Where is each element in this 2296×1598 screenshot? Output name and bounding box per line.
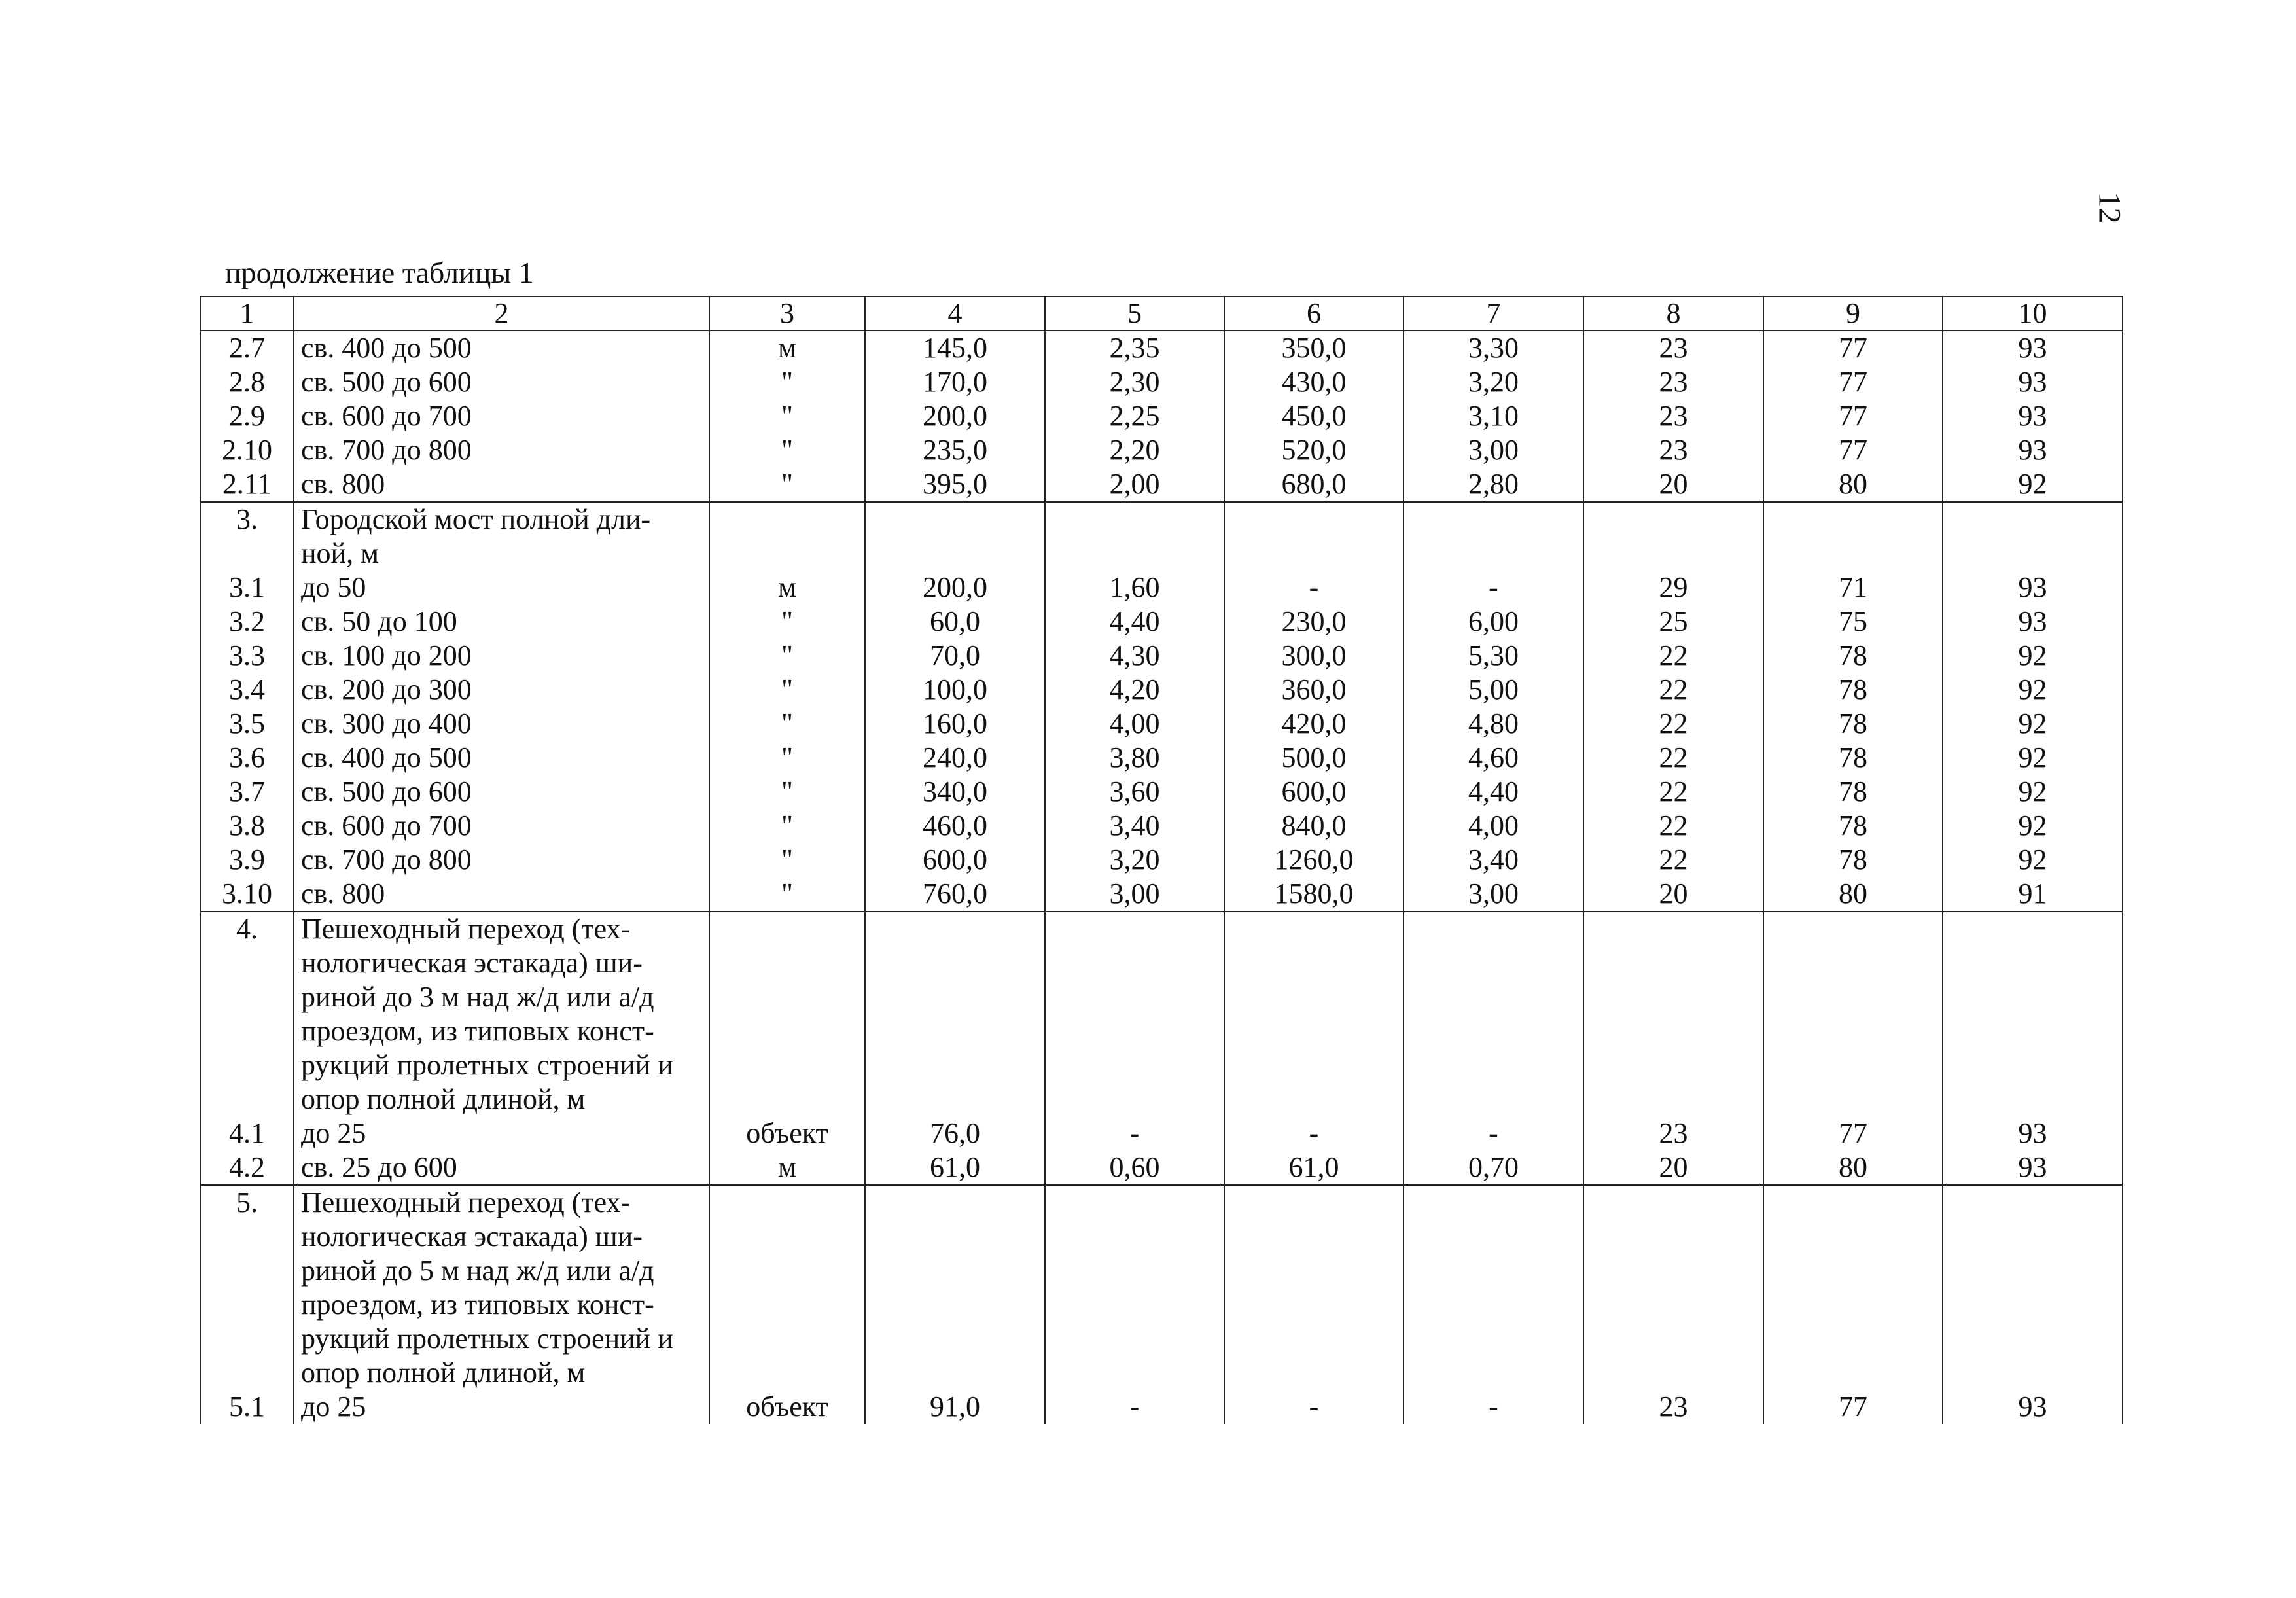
col-4-value: 200,0 [865, 399, 1045, 433]
row-name: до 50 [294, 571, 709, 605]
col-7-value: 0,70 [1404, 1150, 1583, 1185]
row-number: 2.11 [200, 467, 294, 502]
empty-cell [1763, 1185, 1943, 1390]
group-title: Городской мост полной дли-ной, м [301, 503, 651, 569]
data-table [200, 296, 2123, 1424]
row-name: св. 600 до 700 [294, 399, 709, 433]
column-header: 3 [709, 296, 865, 330]
col-5-value: 1,60 [1045, 571, 1224, 605]
col-9-value: 78 [1763, 741, 1943, 775]
col-9-value: 80 [1763, 1150, 1943, 1185]
column-header: 1 [200, 296, 294, 330]
col-9-value: 78 [1763, 639, 1943, 673]
empty-cell [709, 1185, 865, 1390]
empty-cell [1404, 912, 1583, 1116]
col-9-value: 77 [1763, 399, 1943, 433]
col-8-value: 20 [1583, 877, 1763, 912]
row-number: 2.7 [200, 330, 294, 365]
table-row [200, 877, 2123, 912]
col-10-value: 92 [1943, 741, 2123, 775]
table-row [200, 433, 2123, 467]
empty-cell [865, 1185, 1045, 1390]
col-6-value: 420,0 [1224, 707, 1404, 741]
row-unit: объект [709, 1116, 865, 1150]
table-row [200, 330, 2123, 365]
table-row [200, 399, 2123, 433]
col-8-value: 23 [1583, 1390, 1763, 1424]
table-row [200, 843, 2123, 877]
col-4-value: 170,0 [865, 365, 1045, 399]
column-header: 6 [1224, 296, 1404, 330]
col-9-value: 78 [1763, 775, 1943, 809]
table-row [200, 775, 2123, 809]
col-8-value: 23 [1583, 433, 1763, 467]
table-row [200, 571, 2123, 605]
row-unit: объект [709, 1390, 865, 1424]
col-4-value: 760,0 [865, 877, 1045, 912]
row-name: св. 800 [294, 467, 709, 502]
col-7-value: 3,20 [1404, 365, 1583, 399]
col-6-value: 61,0 [1224, 1150, 1404, 1185]
col-8-value: 23 [1583, 1116, 1763, 1150]
group-title-cell [294, 912, 709, 1116]
col-6-value: 1260,0 [1224, 843, 1404, 877]
col-8-value: 22 [1583, 843, 1763, 877]
table-row [200, 365, 2123, 399]
col-4-value: 160,0 [865, 707, 1045, 741]
col-6-value: 300,0 [1224, 639, 1404, 673]
col-5-value: 4,20 [1045, 673, 1224, 707]
row-number: 3.9 [200, 843, 294, 877]
col-4-value: 91,0 [865, 1390, 1045, 1424]
row-number: 3.7 [200, 775, 294, 809]
col-7-value: - [1404, 1116, 1583, 1150]
col-8-value: 22 [1583, 809, 1763, 843]
row-unit: " [709, 843, 865, 877]
row-name: св. 200 до 300 [294, 673, 709, 707]
empty-cell [1583, 912, 1763, 1116]
col-6-value: - [1224, 1116, 1404, 1150]
col-9-value: 80 [1763, 467, 1943, 502]
col-7-value: 5,00 [1404, 673, 1583, 707]
row-number: 3.1 [200, 571, 294, 605]
col-8-value: 20 [1583, 1150, 1763, 1185]
col-4-value: 200,0 [865, 571, 1045, 605]
row-unit: " [709, 707, 865, 741]
col-7-value: 2,80 [1404, 467, 1583, 502]
row-name: св. 500 до 600 [294, 365, 709, 399]
col-4-value: 145,0 [865, 330, 1045, 365]
table-row [200, 707, 2123, 741]
row-number: 2.8 [200, 365, 294, 399]
col-4-value: 70,0 [865, 639, 1045, 673]
table-row [200, 1390, 2123, 1424]
col-7-value: - [1404, 1390, 1583, 1424]
empty-cell [1583, 502, 1763, 571]
row-number: 3.5 [200, 707, 294, 741]
col-8-value: 23 [1583, 365, 1763, 399]
col-8-value: 20 [1583, 467, 1763, 502]
col-7-value: 6,00 [1404, 605, 1583, 639]
col-10-value: 92 [1943, 467, 2123, 502]
row-number: 3.6 [200, 741, 294, 775]
col-10-value: 92 [1943, 809, 2123, 843]
row-unit: " [709, 467, 865, 502]
col-10-value: 93 [1943, 605, 2123, 639]
col-6-value: - [1224, 571, 1404, 605]
row-number: 2.10 [200, 433, 294, 467]
column-header: 4 [865, 296, 1045, 330]
empty-cell [1224, 502, 1404, 571]
col-6-value: 680,0 [1224, 467, 1404, 502]
col-9-value: 77 [1763, 330, 1943, 365]
column-header: 10 [1943, 296, 2123, 330]
col-10-value: 92 [1943, 775, 2123, 809]
row-name: св. 800 [294, 877, 709, 912]
empty-cell [1045, 1185, 1224, 1390]
col-10-value: 93 [1943, 571, 2123, 605]
row-number: 3.8 [200, 809, 294, 843]
col-7-value: 4,60 [1404, 741, 1583, 775]
column-header: 9 [1763, 296, 1943, 330]
col-6-value: 1580,0 [1224, 877, 1404, 912]
row-name: св. 700 до 800 [294, 433, 709, 467]
row-number: 3.2 [200, 605, 294, 639]
table-row [200, 467, 2123, 502]
table-row [200, 673, 2123, 707]
empty-cell [865, 502, 1045, 571]
col-8-value: 23 [1583, 399, 1763, 433]
col-10-value: 93 [1943, 1150, 2123, 1185]
row-unit: " [709, 809, 865, 843]
col-10-value: 91 [1943, 877, 2123, 912]
row-unit: " [709, 365, 865, 399]
column-header: 8 [1583, 296, 1763, 330]
col-7-value: 3,00 [1404, 433, 1583, 467]
col-5-value: - [1045, 1390, 1224, 1424]
row-unit: " [709, 877, 865, 912]
column-header: 5 [1045, 296, 1224, 330]
row-name: до 25 [294, 1116, 709, 1150]
table-row [200, 741, 2123, 775]
group-number: 4. [200, 912, 294, 1116]
col-10-value: 93 [1943, 330, 2123, 365]
empty-cell [1943, 912, 2123, 1116]
row-number: 4.2 [200, 1150, 294, 1185]
col-5-value: 3,00 [1045, 877, 1224, 912]
col-5-value: 3,20 [1045, 843, 1224, 877]
row-unit: м [709, 571, 865, 605]
col-4-value: 76,0 [865, 1116, 1045, 1150]
col-9-value: 77 [1763, 1116, 1943, 1150]
table-row [200, 1116, 2123, 1150]
row-number: 4.1 [200, 1116, 294, 1150]
empty-cell [1943, 1185, 2123, 1390]
col-6-value: 600,0 [1224, 775, 1404, 809]
col-6-value: 360,0 [1224, 673, 1404, 707]
table-row [200, 1150, 2123, 1185]
col-10-value: 92 [1943, 707, 2123, 741]
col-7-value: 5,30 [1404, 639, 1583, 673]
col-5-value: 4,00 [1045, 707, 1224, 741]
col-10-value: 92 [1943, 843, 2123, 877]
col-8-value: 22 [1583, 707, 1763, 741]
empty-cell [1763, 912, 1943, 1116]
row-name: св. 300 до 400 [294, 707, 709, 741]
col-10-value: 93 [1943, 399, 2123, 433]
row-name: св. 400 до 500 [294, 741, 709, 775]
col-5-value: 3,80 [1045, 741, 1224, 775]
col-8-value: 23 [1583, 330, 1763, 365]
col-7-value: 3,00 [1404, 877, 1583, 912]
table-row [200, 809, 2123, 843]
col-4-value: 240,0 [865, 741, 1045, 775]
col-10-value: 93 [1943, 365, 2123, 399]
col-5-value: 2,30 [1045, 365, 1224, 399]
col-9-value: 71 [1763, 571, 1943, 605]
row-unit: " [709, 639, 865, 673]
col-4-value: 460,0 [865, 809, 1045, 843]
row-name: св. 600 до 700 [294, 809, 709, 843]
col-10-value: 93 [1943, 1116, 2123, 1150]
col-6-value: 520,0 [1224, 433, 1404, 467]
col-5-value: 4,40 [1045, 605, 1224, 639]
empty-cell [1943, 502, 2123, 571]
col-5-value: 2,25 [1045, 399, 1224, 433]
row-unit: " [709, 433, 865, 467]
col-5-value: 3,60 [1045, 775, 1224, 809]
row-name: св. 400 до 500 [294, 330, 709, 365]
col-8-value: 22 [1583, 741, 1763, 775]
col-7-value: 3,30 [1404, 330, 1583, 365]
header-row [200, 296, 2123, 330]
col-6-value: 450,0 [1224, 399, 1404, 433]
col-5-value: 2,20 [1045, 433, 1224, 467]
col-9-value: 78 [1763, 809, 1943, 843]
col-6-value: 230,0 [1224, 605, 1404, 639]
empty-cell [1404, 502, 1583, 571]
col-5-value: 0,60 [1045, 1150, 1224, 1185]
col-5-value: 2,00 [1045, 467, 1224, 502]
col-6-value: - [1224, 1390, 1404, 1424]
group-number: 3. [200, 502, 294, 571]
row-unit: " [709, 605, 865, 639]
group-title: Пешеходный переход (тех-нологическая эстакада) ши-риной до 3 м над ж/д или а/д проездом, из типовых конст-рукций пролетных строений и опор полной длиной, м [301, 913, 673, 1115]
col-7-value: 3,40 [1404, 843, 1583, 877]
group-title: Пешеходный переход (тех-нологическая эстакада) ши-риной до 5 м над ж/д или а/д проездом, из типовых конст-рукций пролетных строений и опор полной длиной, м [301, 1186, 673, 1389]
col-10-value: 92 [1943, 639, 2123, 673]
empty-cell [709, 502, 865, 571]
row-number: 3.3 [200, 639, 294, 673]
row-unit: м [709, 330, 865, 365]
column-header: 2 [294, 296, 709, 330]
col-7-value: 4,40 [1404, 775, 1583, 809]
row-number: 3.10 [200, 877, 294, 912]
empty-cell [709, 912, 865, 1116]
row-number: 5.1 [200, 1390, 294, 1424]
col-5-value: 4,30 [1045, 639, 1224, 673]
col-6-value: 430,0 [1224, 365, 1404, 399]
col-5-value: 3,40 [1045, 809, 1224, 843]
col-8-value: 22 [1583, 673, 1763, 707]
col-7-value: - [1404, 571, 1583, 605]
col-6-value: 500,0 [1224, 741, 1404, 775]
group-title-cell [294, 502, 709, 571]
col-9-value: 78 [1763, 843, 1943, 877]
col-8-value: 29 [1583, 571, 1763, 605]
col-10-value: 92 [1943, 673, 2123, 707]
row-name: св. 50 до 100 [294, 605, 709, 639]
empty-cell [1763, 502, 1943, 571]
row-number: 3.4 [200, 673, 294, 707]
row-unit: " [709, 399, 865, 433]
col-4-value: 600,0 [865, 843, 1045, 877]
table-row [200, 605, 2123, 639]
col-7-value: 4,80 [1404, 707, 1583, 741]
col-8-value: 22 [1583, 775, 1763, 809]
page-number: 12 [2092, 192, 2127, 224]
empty-cell [1045, 502, 1224, 571]
row-unit: " [709, 775, 865, 809]
col-9-value: 77 [1763, 365, 1943, 399]
table-row [200, 639, 2123, 673]
col-4-value: 100,0 [865, 673, 1045, 707]
col-10-value: 93 [1943, 433, 2123, 467]
column-header: 7 [1404, 296, 1583, 330]
row-name: св. 25 до 600 [294, 1150, 709, 1185]
col-7-value: 4,00 [1404, 809, 1583, 843]
col-4-value: 340,0 [865, 775, 1045, 809]
row-unit: " [709, 741, 865, 775]
col-4-value: 61,0 [865, 1150, 1045, 1185]
empty-cell [1224, 1185, 1404, 1390]
row-unit: " [709, 673, 865, 707]
row-name: св. 100 до 200 [294, 639, 709, 673]
group-title-row [200, 1185, 2123, 1390]
col-9-value: 77 [1763, 433, 1943, 467]
col-5-value: 2,35 [1045, 330, 1224, 365]
group-title-cell [294, 1185, 709, 1390]
empty-cell [1045, 912, 1224, 1116]
col-6-value: 840,0 [1224, 809, 1404, 843]
row-number: 2.9 [200, 399, 294, 433]
row-name: св. 700 до 800 [294, 843, 709, 877]
col-4-value: 60,0 [865, 605, 1045, 639]
empty-cell [865, 912, 1045, 1116]
col-5-value: - [1045, 1116, 1224, 1150]
col-8-value: 22 [1583, 639, 1763, 673]
col-9-value: 77 [1763, 1390, 1943, 1424]
col-10-value: 93 [1943, 1390, 2123, 1424]
group-number: 5. [200, 1185, 294, 1390]
col-9-value: 80 [1763, 877, 1943, 912]
col-9-value: 78 [1763, 673, 1943, 707]
group-title-row [200, 912, 2123, 1116]
row-name: св. 500 до 600 [294, 775, 709, 809]
col-6-value: 350,0 [1224, 330, 1404, 365]
row-unit: м [709, 1150, 865, 1185]
empty-cell [1404, 1185, 1583, 1390]
col-4-value: 235,0 [865, 433, 1045, 467]
col-9-value: 78 [1763, 707, 1943, 741]
empty-cell [1224, 912, 1404, 1116]
empty-cell [1583, 1185, 1763, 1390]
col-7-value: 3,10 [1404, 399, 1583, 433]
group-title-row [200, 502, 2123, 571]
row-name: до 25 [294, 1390, 709, 1424]
col-9-value: 75 [1763, 605, 1943, 639]
col-8-value: 25 [1583, 605, 1763, 639]
col-4-value: 395,0 [865, 467, 1045, 502]
table-caption: продолжение таблицы 1 [225, 256, 534, 289]
